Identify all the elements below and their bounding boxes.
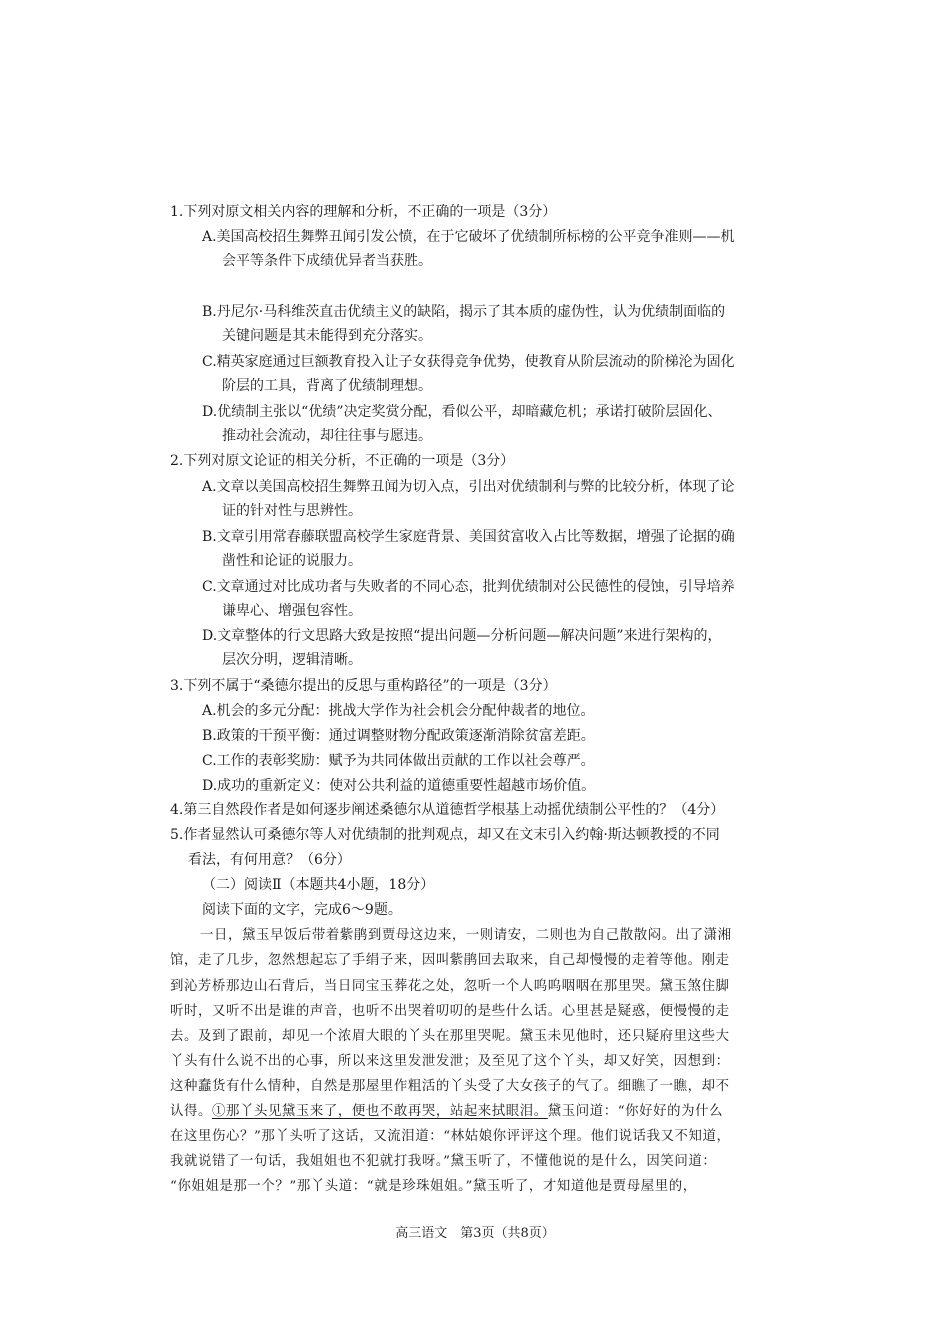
passage-line-2: 馆，走了几步，忽然想起忘了手绢子来，因叫紫鹃回去取来，自己却慢慢的走着等他。刚走 — [170, 953, 730, 968]
q3-option-a: A.机会的多元分配：挑战大学作为社会机会分配仲裁者的地位。 — [202, 703, 595, 719]
page-footer: 高三语文 第3页（共8页） — [395, 1226, 555, 1241]
q2-option-d-line1: D.文章整体的行文思路大致是按照“提出问题—分析问题—解决问题”来进行架构的， — [202, 628, 722, 644]
q1-option-c-line2: 阶层的工具，背离了优绩制理想。 — [222, 378, 432, 394]
question-5-line2: 看法，有何用意？（6分） — [188, 852, 351, 868]
passage-line-11: “你姐姐是那一个？”那丫头道：“就是珍珠姐姐。”黛玉听了，才知道他是贾母屋里的， — [170, 1179, 697, 1194]
passage-line-8-start: 认得。 — [170, 1104, 212, 1119]
q1-option-a-line2: 会平等条件下成绩优异者当获胜。 — [222, 253, 432, 269]
passage-line-7: 这种蠢货有什么情种，自然是那屋里作粗活的丫头受了大女孩子的气了。细瞧了一瞧，却不 — [170, 1079, 730, 1094]
q1-option-b-line2: 关键问题是其未能得到充分落实。 — [222, 328, 432, 344]
passage-line-8 — [170, 1103, 723, 1121]
question-1-stem: 1.下列对原文相关内容的理解和分析，不正确的一项是（3分） — [170, 204, 557, 220]
passage-line-9: 在这里伤心？”那丫头听了这话，又流泪道：“林姑娘你评评这个理。他们说话我又不知道， — [170, 1129, 731, 1144]
underlined-sentence-1: ①那丫头见黛玉来了，便也不敢再哭，站起来拭眼泪。 — [211, 1104, 548, 1119]
q2-option-d-line2: 层次分明，逻辑清晰。 — [222, 652, 362, 668]
q3-option-d: D.成功的重新定义：使对公共利益的道德重要性超越市场价值。 — [202, 778, 596, 794]
q2-option-b-line1: B.文章引用常春藤联盟高校学生家庭背景、美国贫富收入占比等数据，增强了论据的确 — [202, 529, 735, 545]
passage-line-8-end: 黛玉问道：“你好好的为什么 — [547, 1104, 724, 1119]
passage-line-1: 一日，黛玉早饭后带着紫鹃到贾母这边来，一则请安，二则也为自己散散闷。出了潇湘 — [200, 928, 732, 943]
q2-option-c-line2: 谦卑心、增强包容性。 — [222, 603, 362, 619]
passage-line-3: 到沁芳桥那边山石背后，当日同宝玉葬花之处，忽听一个人呜呜咽咽在那里哭。黛玉煞住脚 — [170, 979, 730, 994]
q2-option-a-line2: 证的针对性与思辨性。 — [222, 503, 362, 519]
passage-line-10: 我就说错了一句话，我姐姐也不犯就打我呀。”黛玉听了，不懂他说的是什么，因笑问道： — [170, 1154, 717, 1169]
q1-option-d-line1: D.优绩制主张以“优绩”决定奖赏分配，看似公平，却暗藏危机；承诺打破阶层固化、 — [202, 404, 722, 420]
q2-option-b-line2: 凿性和论证的说服力。 — [222, 553, 362, 569]
passage-line-4: 听时，又听不出是谁的声音，也听不出哭着叨叨的是些什么话。心里甚是疑惑，便慢慢的走 — [170, 1004, 730, 1019]
question-2-stem: 2.下列对原文论证的相关分析，不正确的一项是（3分） — [170, 453, 515, 469]
q2-option-c-line1: C.文章通过对比成功者与失败者的不同心态，批判优绩制对公民德性的侵蚀，引导培养 — [202, 579, 735, 595]
question-4: 4.第三自然段作者是如何逐步阐述桑德尔从道德哲学根基上动摇优绩制公平性的？（4分） — [170, 802, 725, 818]
question-5-line1: 5.作者显然认可桑德尔等人对优绩制的批判观点，却又在文末引入约翰·斯达顿教授的不同 — [170, 827, 720, 843]
section-title: （二）阅读Ⅱ（本题共4小题，18分） — [202, 877, 435, 893]
passage-line-6: 丫头有什么说不出的心事，所以来这里发泄发泄；及至见了这个丫头，却又好笑，因想到： — [170, 1054, 730, 1069]
passage-line-5: 去。及到了跟前，却见一个浓眉大眼的丫头在那里哭呢。黛玉未见他时，还只疑府里这些大 — [170, 1029, 730, 1044]
q1-option-b-line1: B.丹尼尔·马科维茨直击优绩主义的缺陷，揭示了其本质的虚伪性，认为优绩制面临的 — [202, 304, 726, 320]
q3-option-c: C.工作的表彰奖励：赋予为共同体做出贡献的工作以社会尊严。 — [202, 753, 595, 769]
q1-option-d-line2: 推动社会流动，却往往事与愿违。 — [222, 428, 432, 444]
question-3-stem: 3.下列不属于“桑德尔提出的反思与重构路径”的一项是（3分） — [170, 678, 557, 694]
q2-option-a-line1: A.文章以美国高校招生舞弊丑闻为切入点，引出对优绩制利与弊的比较分析，体现了论 — [202, 479, 735, 495]
q3-option-b: B.政策的干预平衡：通过调整财物分配政策逐渐消除贫富差距。 — [202, 728, 595, 744]
q1-option-a-line1: A.美国高校招生舞弊丑闻引发公愤，在于它破坏了优绩制所标榜的公平竞争准则——机 — [202, 229, 735, 245]
q1-option-c-line1: C.精英家庭通过巨额教育投入让子女获得竞争优势，使教育从阶层流动的阶梯沦为固化 — [202, 354, 735, 370]
reading-instruction: 阅读下面的文字，完成6～9题。 — [202, 902, 402, 918]
